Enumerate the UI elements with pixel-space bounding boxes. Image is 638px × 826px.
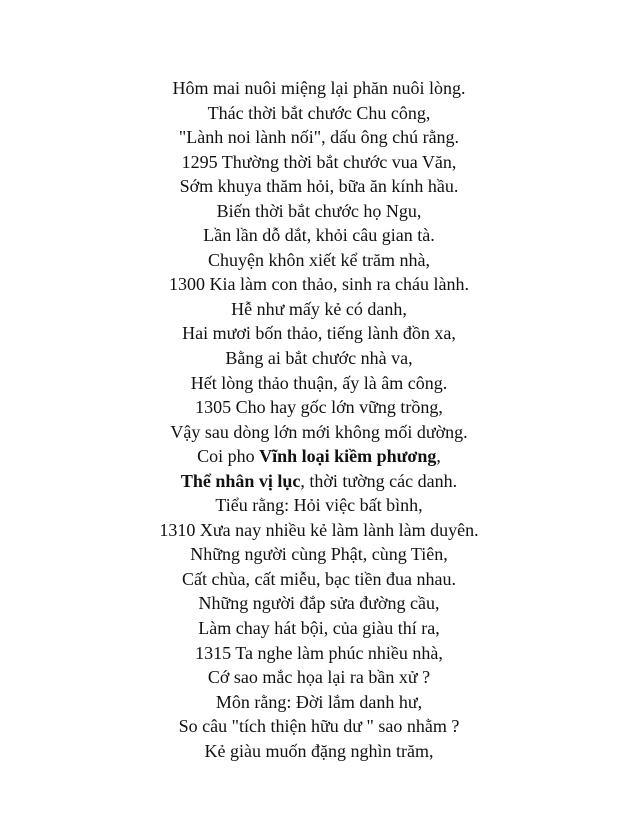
poem-line: Hai mươi bốn thảo, tiếng lành đồn xa, [182, 323, 456, 344]
poem-line: 1310 Xưa nay nhiều kẻ làm lành làm duyên. [159, 519, 479, 540]
poem-line: Bằng ai bắt chước nhà va, [225, 348, 413, 369]
poem-line: Thác thời bắt chước Chu công, [207, 102, 431, 123]
poem-line: Hôm mai nuôi miệng lại phăn nuôi lòng. [172, 78, 466, 98]
poem-line: Sớm khuya thăm hỏi, bữa ăn kính hầu. [179, 176, 459, 197]
poem-line: Những người đắp sửa đường cầu, [198, 593, 440, 614]
poem-text [0, 76, 638, 763]
poem-line: Tiểu rằng: Hỏi việc bất bình, [215, 495, 423, 516]
poem-line-text: Coi pho [197, 446, 260, 467]
poem-line: 1305 Cho hay gốc lớn vững trồng, [195, 397, 443, 418]
poem-line: 1315 Ta nghe làm phúc nhiều nhà, [195, 642, 443, 663]
poem-line: Cất chùa, cất miễu, bạc tiền đua nhau. [182, 568, 456, 589]
poem-line [0, 469, 638, 494]
poem-line: Cớ sao mắc họa lại ra bần xử ? [207, 667, 431, 688]
book-title-bold: Thể nhân vị lục [180, 470, 301, 491]
poem-line: Lần lần dỗ dắt, khỏi câu gian tà. [203, 225, 435, 246]
poem-line-text: , [436, 446, 441, 467]
poem-line: Môn rằng: Đời lắm danh hư, [215, 691, 423, 712]
book-title-bold: Vĩnh loại kiềm phương [259, 446, 437, 467]
poem-line: 1300 Kia làm con thảo, sinh ra cháu lành. [169, 274, 469, 295]
poem-line: Kẻ giàu muốn đặng nghìn trăm, [204, 740, 434, 761]
poem-line: Biến thời bắt chước họ Ngu, [216, 200, 422, 221]
poem-line: Hễ như mấy kẻ có danh, [231, 298, 407, 319]
poem-line: So câu "tích thiện hữu dư " sao nhằm ? [178, 716, 460, 737]
poem-line: Chuyện khôn xiết kể trăm nhà, [208, 249, 430, 270]
poem-line: "Lành noi lành nối", dấu ông chú rằng. [178, 127, 460, 148]
poem-line: Làm chay hát bội, của giàu thí ra, [198, 618, 440, 639]
poem-line: Vậy sau dòng lớn mới không mối dường. [170, 421, 468, 442]
poem-line: Hết lòng thảo thuận, ấy là âm công. [190, 372, 448, 393]
poem-line: 1295 Thường thời bắt chước vua Văn, [181, 151, 457, 172]
poem-line-text: , thời tường các danh. [300, 470, 458, 491]
poem-line: Những người cùng Phật, cùng Tiên, [190, 544, 448, 565]
poem-line [0, 444, 638, 469]
